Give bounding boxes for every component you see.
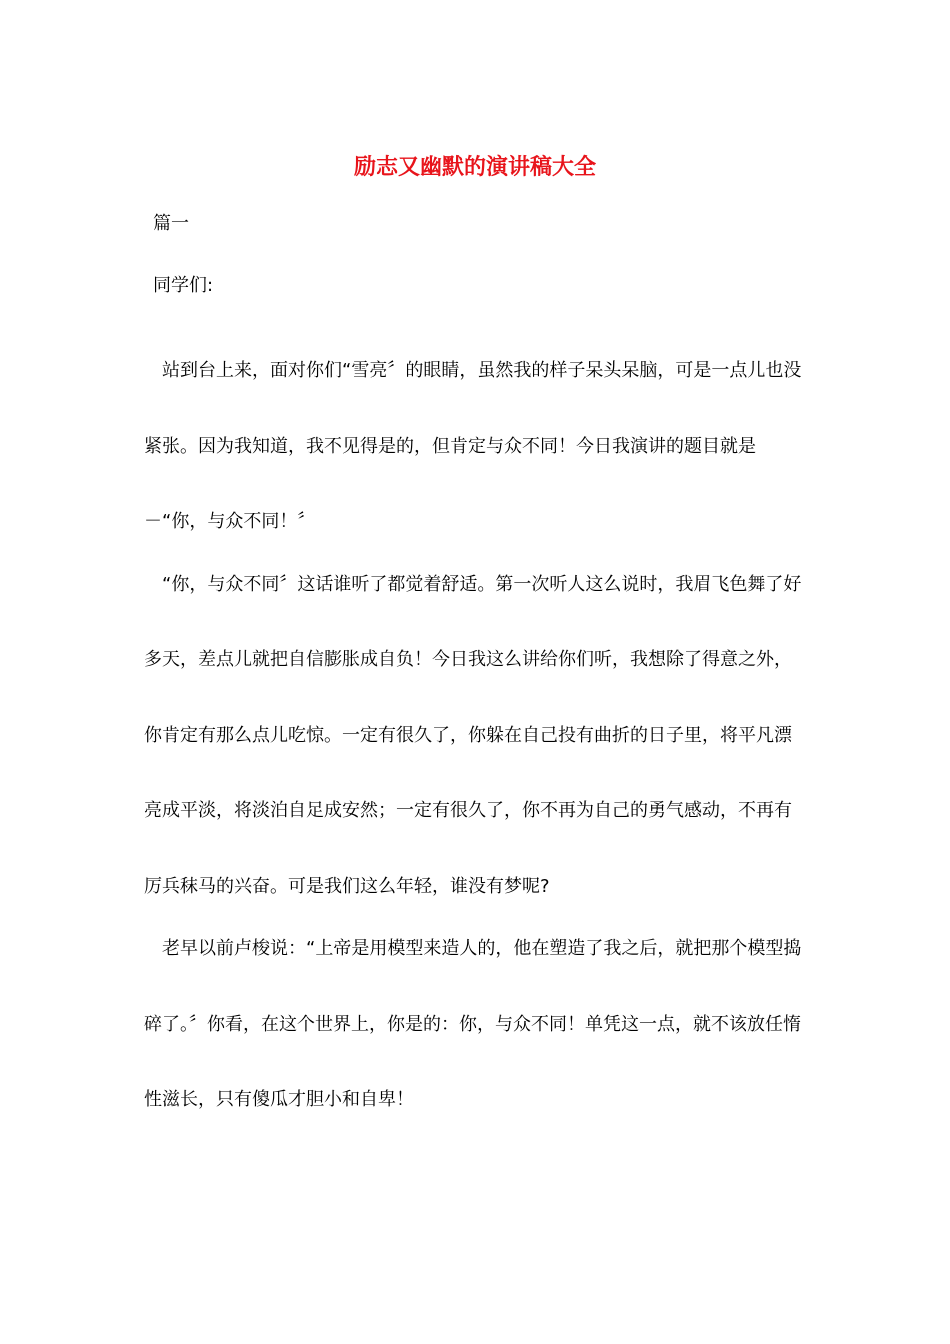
speech-body [144, 333, 809, 1138]
section-heading: 篇一 [153, 213, 189, 234]
salutation: 同学们: [153, 275, 214, 296]
paragraph: 站到台上来，面对你们“雪亮〞的眼睛，虽然我的样子呆头呆脑，可是一点儿也没紧张。因为我知道，我不见得是的，但肯定与众不同！今日我演讲的题目就是－“你，与众不同！〞 [144, 360, 802, 532]
paragraph: “你，与众不同〞这话谁听了都觉着舒适。第一次听人这么说时，我眉飞色舞了好多天，差点儿就把自信膨胀成自负！今日我这么讲给你们听，我想除了得意之外，你肯定有那么点儿吃惊。一定有很久了，你躲在自己投有曲折的日子里，将平凡漂亮成平淡，将淡泊自足成安然；一定有很久了，你不再为自己的勇气感动，不再有厉兵秣马的兴奋。可是我们这么年轻，谁没有梦呢? [144, 573, 802, 897]
document-title: 励志又幽默的演讲稿大全 [353, 154, 596, 180]
paragraph: 老早以前卢梭说：“上帝是用模型来造人的，他在塑造了我之后，就把那个模型捣碎了。〞你看，在这个世界上，你是的：你，与众不同！单凭这一点，就不该放任惰性滋长，只有傻瓜才胆小和自卑！ [144, 938, 802, 1110]
